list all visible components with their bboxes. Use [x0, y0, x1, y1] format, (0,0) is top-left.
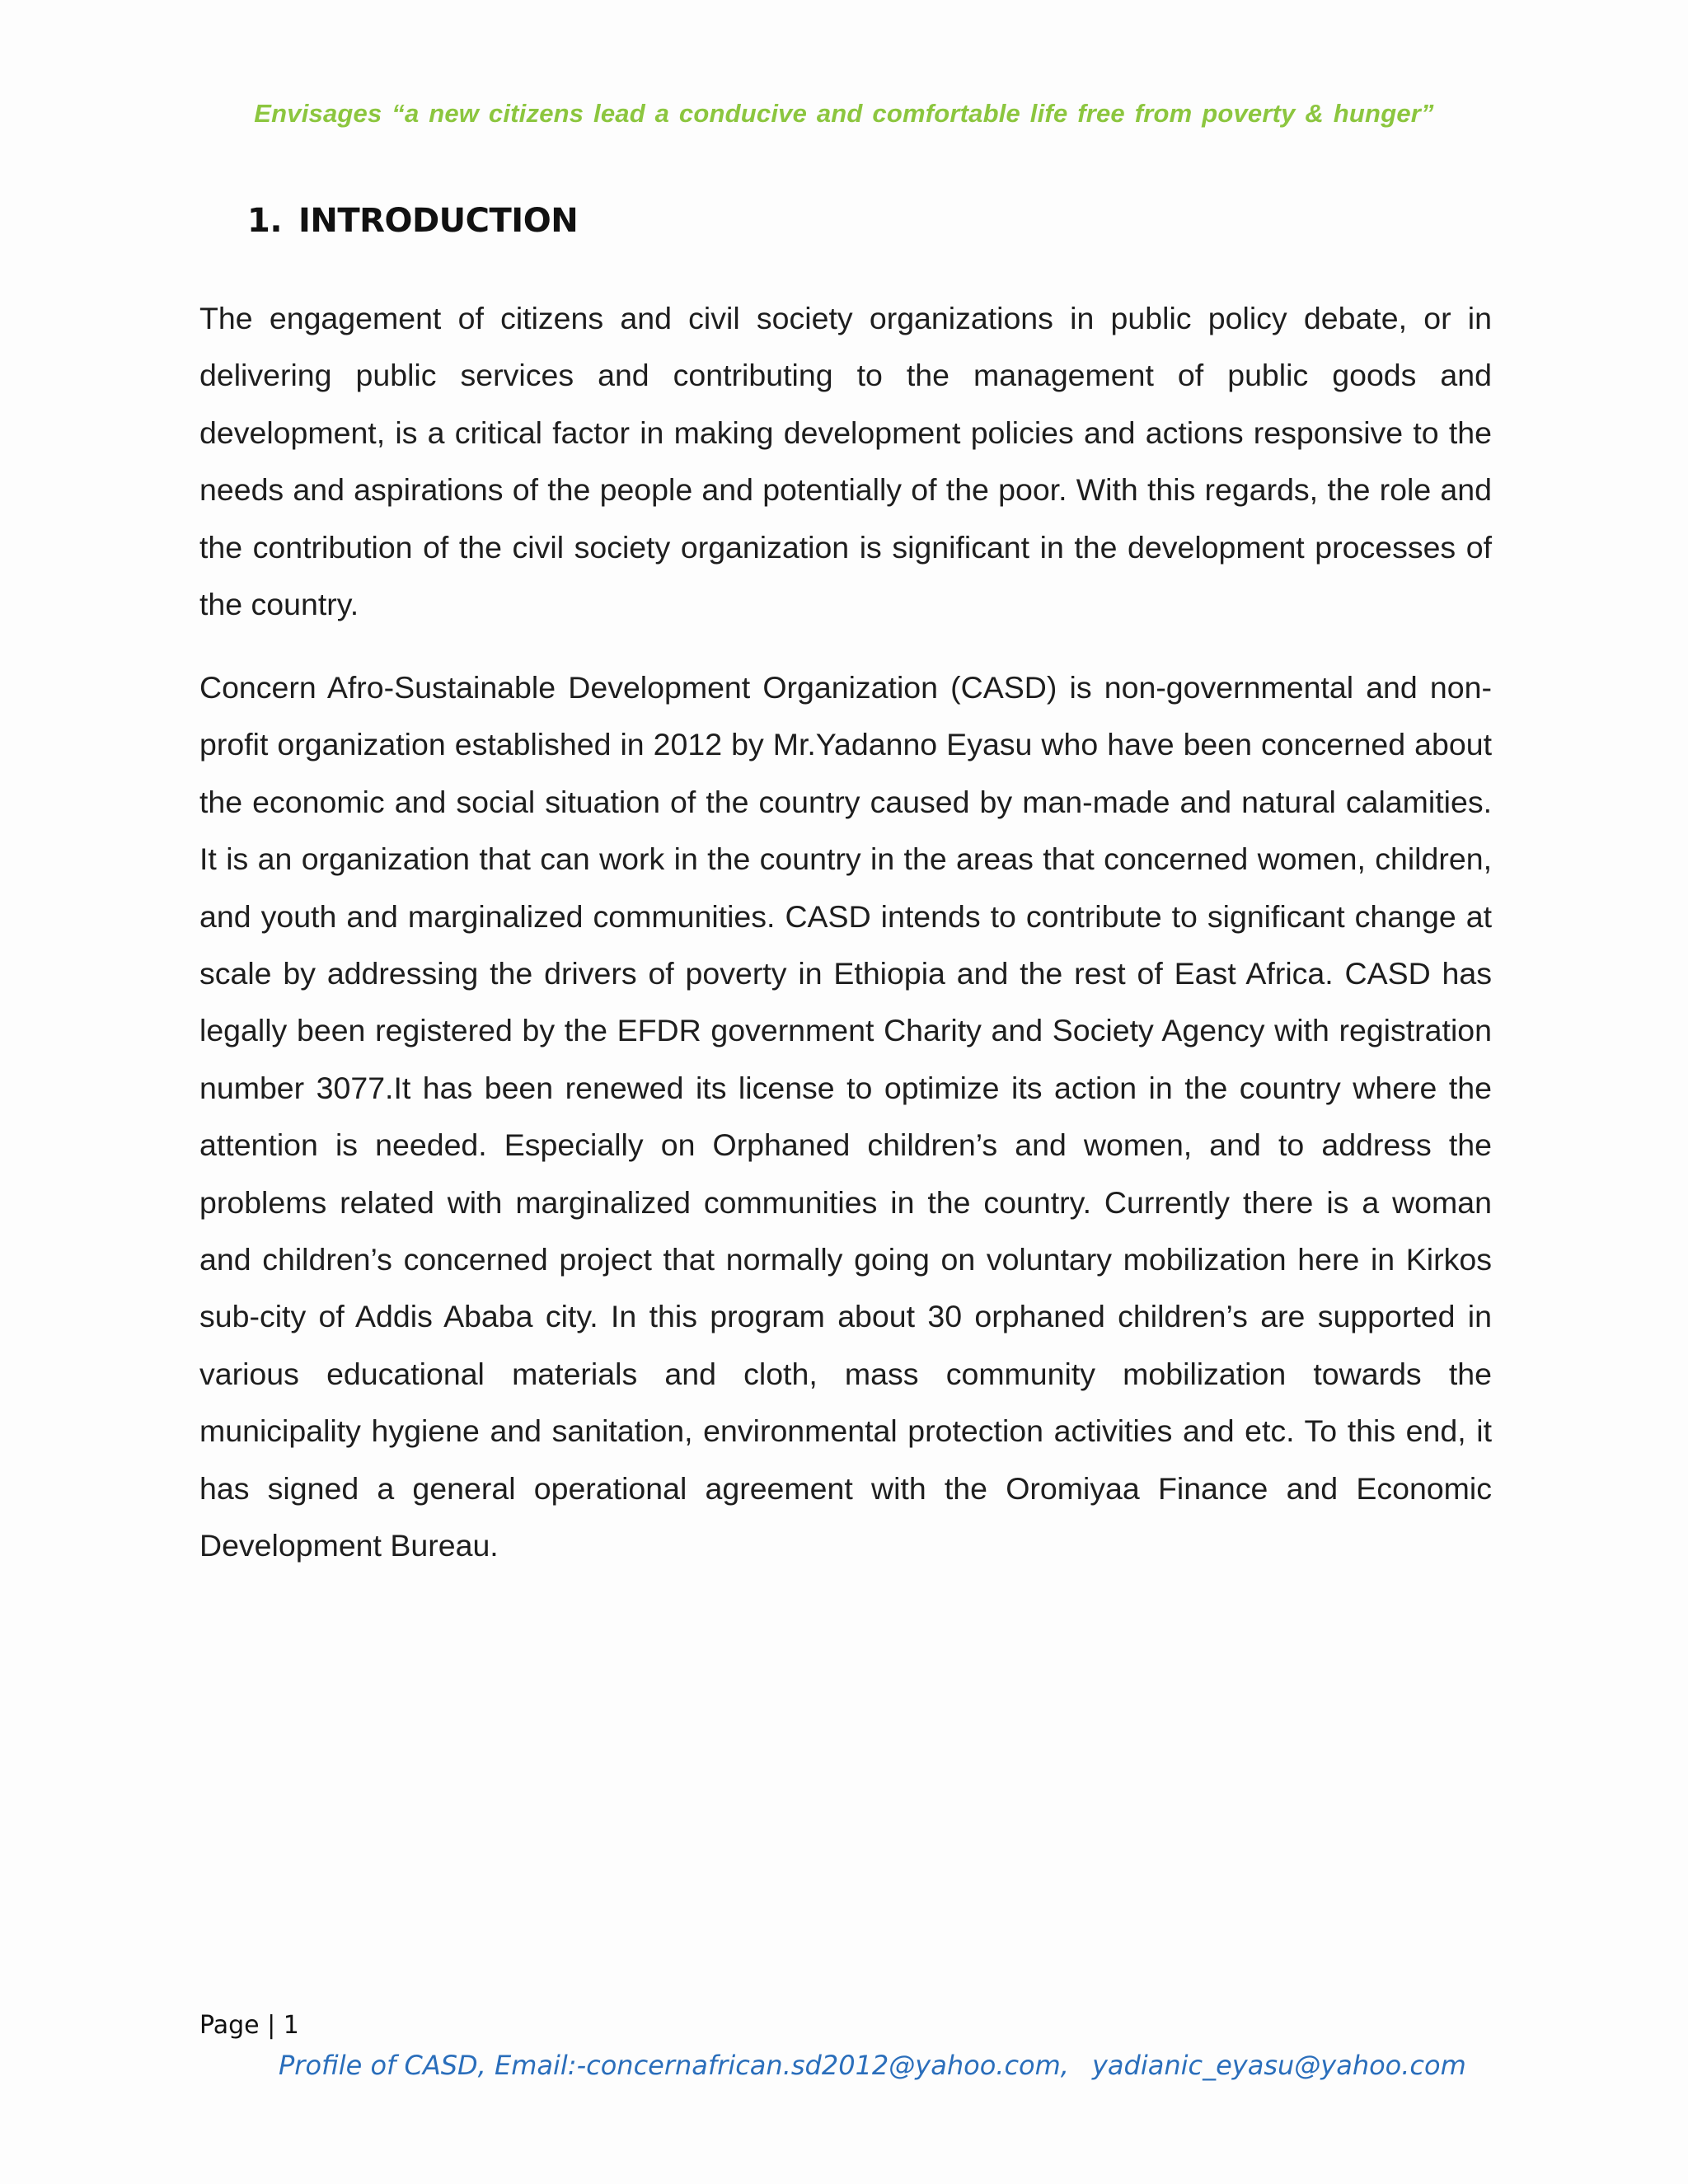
footer-email-secondary: yadianic_eyasu@yahoo.com: [1091, 2050, 1466, 2081]
page-number: Page | 1: [199, 2011, 299, 2040]
section-number: 1.: [247, 202, 283, 240]
section-title: INTRODUCTION: [298, 202, 579, 240]
footer-profile: [279, 2050, 1466, 2081]
header-motto: Envisages “a new citizens lead a conducive and comfortable life free from poverty & hunger”: [254, 99, 1434, 128]
intro-paragraph-2: Concern Afro-Sustainable Development Organization (CASD) is non-governmental and non- profit organization established in 2012 by Mr.Yadanno Eyasu who have been concerned about the economic and social situation of the country caused by man-made and natural calamities. It is an organization that can work in the country in the areas that concerned women, children, and youth and marginalized communities. CASD intends to contribute to significant change at scale by addressing the drivers of poverty in Ethiopia and the rest of East Africa. CASD has legally been registered by the EFDR government Charity and Society Agency with registration number 3077.It has been renewed its license to optimize its action in the country where the attention is needed. Especially on Orphaned children’s and women, and to address the problems related with marginalized communities in the country. Currently there is a woman and children’s concerned project that normally going on voluntary mobilization here in Kirkos sub-city of Addis Ababa city. In this program about 30 orphaned children’s are supported in various educational materials and cloth, mass community mobilization towards the municipality hygiene and sanitation, environmental protection activities and etc. To this end, it has signed a general operational agreement with the Oromiyaa Finance and Economic Development Bureau.: [199, 670, 1492, 1563]
footer-profile-text: Profile of CASD, Email:-concernafrican.sd2012@yahoo.com,: [279, 2050, 1069, 2081]
section-heading: [247, 202, 578, 240]
intro-paragraph-1: The engagement of citizens and civil society organizations in public policy debate, or in delivering public services and contributing to the management of public goods and development, is a critical factor in making development policies and actions responsive to the needs and aspirations of the people and potentially of the poor. With this regards, the role and the contribution of the civil society organization is significant in the development processes of the country.: [199, 301, 1492, 622]
